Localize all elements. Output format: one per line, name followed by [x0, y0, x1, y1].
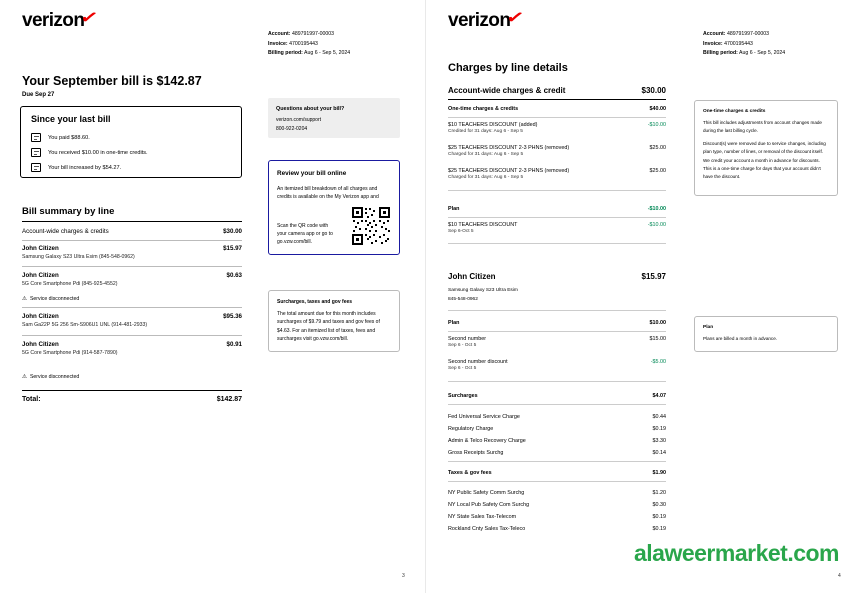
phone-number: 845-548-0962 — [448, 297, 478, 302]
charge-label: $10 TEACHERS DISCOUNT (added) — [448, 122, 538, 128]
account-label: Account: — [268, 31, 291, 37]
invoice-value: 4700195443 — [724, 40, 753, 47]
charge-sub: Charged for 31 days: Aug 6 - Sep 5 — [448, 152, 524, 158]
status-text: Service disconnected — [29, 374, 80, 380]
charge-label: NY Local Pub Safety Com Surchg — [448, 502, 530, 508]
one-time-charges-note — [694, 100, 838, 196]
qr-code-icon[interactable] — [351, 206, 391, 246]
summary-row-sub: Sam Ga22P 5G 256 Sm-S906U1 UNL (914-481-2933) — [22, 321, 148, 328]
table-row — [448, 514, 666, 520]
charge-amount: $0.19 — [652, 526, 666, 532]
note-title: Plan — [703, 325, 714, 330]
warning-icon: ⚠ — [22, 296, 27, 302]
divider — [448, 243, 666, 244]
charge-label: Gross Receipts Surchg — [448, 450, 504, 456]
table-row — [448, 393, 666, 399]
total-amount: $142.87 — [216, 396, 242, 403]
divider — [22, 240, 242, 241]
warning-icon: ⚠ — [22, 374, 27, 380]
account-wide-section-header — [448, 86, 666, 95]
table-row — [448, 438, 666, 444]
list-item — [31, 163, 121, 172]
charge-amount: -$5.00 — [650, 359, 666, 365]
charge-sub: Charged for 31 days: Aug 6 - Sep 5 — [448, 175, 524, 181]
charge-label: One-time charges & credits — [448, 106, 519, 112]
billing-period-label: Billing period: — [703, 50, 738, 57]
summary-row-sub: 5G Core Smartphone Pdi (845-925-4552) — [22, 280, 118, 287]
summary-row-amount: $15.97 — [223, 245, 242, 252]
summary-row-label: John Citizen — [22, 313, 59, 320]
summary-row-label: John Citizen — [22, 245, 59, 252]
surcharges-title: Surcharges, taxes and gov fees — [277, 299, 353, 305]
device-name: Samsung Galaxy S23 Ultra Esim — [448, 288, 518, 293]
table-row — [448, 206, 666, 212]
section-title: Charges by line details — [448, 62, 568, 74]
table-row — [448, 450, 666, 456]
charge-amount: $0.19 — [652, 426, 666, 432]
charge-label: Surcharges — [448, 393, 478, 399]
account-value: 489791997-00003 — [291, 31, 335, 37]
line-amount: $15.97 — [641, 272, 666, 281]
charge-sub: Credited for 31 days: Aug 6 - Sep 5 — [448, 129, 523, 135]
billing-period-value: Aug 6 - Sep 5, 2024 — [304, 50, 351, 57]
total-row — [22, 396, 242, 403]
charge-label: Rockland Cnty Sales Tax-Teleco — [448, 526, 526, 532]
review-bill-body: An itemized bill breakdown of all charges and credits is available on the My Verizon app and — [277, 185, 379, 200]
divider — [448, 331, 666, 332]
surcharges-card — [268, 290, 400, 352]
table-row — [448, 336, 666, 348]
verizon-checkmark-icon: ✓ — [505, 7, 526, 28]
support-url[interactable]: verizon.com/support — [276, 117, 322, 124]
charge-amount: $10.00 — [649, 320, 666, 326]
divider — [448, 99, 666, 100]
table-row — [448, 222, 666, 234]
divider — [22, 266, 242, 267]
page-number-left: 3 — [402, 573, 405, 579]
summary-row-sub: Samsung Galaxy S23 Ultra Esim (845-548-0962) — [22, 253, 135, 260]
billing-period-value: Aug 6 - Sep 5, 2024 — [739, 50, 786, 57]
page-title: Your September bill is $142.87 — [22, 74, 202, 88]
charge-label: Admin & Telco Recovery Charge — [448, 438, 526, 444]
charge-amount: $1.20 — [652, 490, 666, 496]
charge-label: Taxes & gov fees — [448, 470, 492, 476]
verizon-logo — [22, 7, 100, 32]
table-row — [22, 228, 242, 235]
line-section-header — [448, 272, 666, 281]
invoice-label: Invoice: — [703, 40, 723, 47]
divider — [448, 481, 666, 482]
status-text: Service disconnected — [29, 296, 80, 302]
list-item — [31, 133, 90, 142]
bill-page-left — [0, 0, 425, 593]
charge-amount: $25.00 — [649, 145, 666, 151]
note-paragraph: Plans are billed a month in advance. — [703, 336, 778, 342]
account-wide-amount: $30.00 — [641, 86, 666, 95]
list-item-label: You paid $88.60. — [48, 134, 90, 141]
divider — [22, 390, 242, 391]
verizon-wordmark: verizon — [22, 10, 85, 31]
summary-row-amount: $30.00 — [223, 228, 242, 235]
account-wide-label: Account-wide charges & credit — [448, 86, 566, 95]
note-title: One-time charges & credits — [703, 109, 766, 114]
table-row — [448, 426, 666, 432]
divider — [448, 404, 666, 405]
charge-amount: $40.00 — [649, 106, 666, 112]
receipt-icon — [31, 163, 41, 172]
charge-label: $25 TEACHERS DISCOUNT 2-3 PHNS (removed) — [448, 168, 570, 174]
table-row — [448, 320, 666, 326]
receipt-icon — [31, 148, 41, 157]
charge-amount: $25.00 — [649, 168, 666, 174]
list-item-label: Your bill increased by $54.27. — [48, 164, 122, 171]
summary-row-amount: $0.91 — [226, 341, 242, 348]
questions-card — [268, 98, 400, 138]
charge-sub: Sep 6-Oct 5 — [448, 229, 474, 235]
divider — [448, 217, 666, 218]
charge-amount: -$10.00 — [647, 222, 666, 228]
account-value: 489791997-00003 — [726, 31, 770, 37]
summary-row-label: Account-wide charges & credits — [22, 228, 109, 235]
charge-amount: $0.44 — [652, 414, 666, 420]
verizon-logo — [448, 7, 526, 32]
review-bill-title: Review your bill online — [277, 170, 347, 177]
account-label: Account: — [703, 31, 726, 37]
charge-label: NY Public Safety Comm Surchg — [448, 490, 525, 496]
line-owner-name: John Citizen — [448, 272, 496, 281]
billing-period-label: Billing period: — [268, 50, 303, 57]
bill-summary-title: Bill summary by line — [22, 206, 115, 217]
summary-row-amount: $95.36 — [223, 313, 242, 320]
table-row — [448, 122, 666, 134]
divider — [22, 307, 242, 308]
table-row — [448, 470, 666, 476]
charge-amount: $0.14 — [652, 450, 666, 456]
table-row — [22, 341, 242, 356]
questions-title: Questions about your bill? — [276, 106, 345, 112]
charge-sub: Sep 6 - Oct 5 — [448, 343, 477, 349]
charge-amount: $0.30 — [652, 502, 666, 508]
verizon-wordmark: verizon — [448, 10, 511, 31]
surcharges-body: The total amount due for this month includes surcharges of $9.79 and taxes and gov fees of $4.63. For an itemized list of taxes, fees and surcharges visit go.vzw.com/bill. — [277, 310, 380, 342]
table-row — [22, 313, 242, 328]
charge-amount: $0.19 — [652, 514, 666, 520]
due-date: Due Sep 27 — [22, 92, 55, 98]
charge-amount: -$10.00 — [647, 122, 666, 128]
charge-label: NY State Sales Tax-Telecom — [448, 514, 517, 520]
table-row — [448, 359, 666, 371]
charge-label: Fed Universal Service Charge — [448, 414, 520, 420]
line-number — [448, 297, 666, 302]
table-row — [448, 145, 666, 157]
invoice-label: Invoice: — [268, 40, 288, 47]
summary-row-label: John Citizen — [22, 272, 59, 279]
table-row — [448, 526, 666, 532]
charge-label: Second number — [448, 336, 487, 342]
plan-note — [694, 316, 838, 352]
charge-label: Plan — [448, 206, 460, 212]
charge-amount: $1.90 — [652, 470, 666, 476]
summary-row-sub: 5G Core Smartphone Pdi (914-587-7890) — [22, 349, 118, 356]
divider — [448, 461, 666, 462]
scan-instructions: Scan the QR code with your camera app or go to go.vzw.com/bill. — [277, 223, 333, 245]
verizon-checkmark-icon: ✓ — [79, 7, 100, 28]
divider — [22, 221, 242, 222]
table-row — [448, 502, 666, 508]
table-row — [22, 272, 242, 287]
note-paragraph: This bill includes adjustments from account changes made during the last billing cycle. — [703, 120, 822, 134]
summary-row-label: John Citizen — [22, 341, 59, 348]
table-row — [448, 490, 666, 496]
divider — [448, 117, 666, 118]
charge-label: $10 TEACHERS DISCOUNT — [448, 222, 518, 228]
divider — [448, 310, 666, 311]
charge-sub: Sep 6 - Oct 5 — [448, 366, 477, 372]
status-badge — [22, 374, 79, 380]
charge-amount: $3.30 — [652, 438, 666, 444]
note-paragraph: Discount(s) were removed due to service changes, including plan type, number of lines, or removal of the discount itself. We credit your account a month in advance for discounts. This is a one-time charge for days that your account didn't have the discount. — [703, 141, 826, 179]
list-item — [31, 148, 148, 157]
account-meta-right — [703, 30, 785, 59]
summary-row-amount: $0.63 — [226, 272, 242, 279]
review-bill-online-card — [268, 160, 400, 255]
total-label: Total: — [22, 396, 41, 403]
charge-label: Second number discount — [448, 359, 508, 365]
charge-amount: -$10.00 — [647, 206, 666, 212]
since-last-bill-card — [20, 106, 242, 178]
status-badge — [22, 296, 79, 302]
table-row — [22, 245, 242, 260]
invoice-value: 4700195443 — [289, 40, 318, 47]
line-device — [448, 288, 666, 293]
watermark: alaweermarket.com — [633, 540, 839, 566]
divider — [22, 335, 242, 336]
page-number-right: 4 — [838, 573, 841, 579]
charge-amount: $4.07 — [652, 393, 666, 399]
table-row — [448, 168, 666, 180]
divider — [448, 381, 666, 382]
account-meta-left — [268, 30, 350, 59]
table-row — [448, 414, 666, 420]
charge-amount: $15.00 — [649, 336, 666, 342]
charge-label: Plan — [448, 320, 460, 326]
qr-code-svg — [351, 206, 391, 246]
list-item-label: You received $10.00 in one-time credits. — [48, 149, 148, 156]
receipt-icon — [31, 133, 41, 142]
divider — [448, 190, 666, 191]
charge-label: Regulatory Charge — [448, 426, 494, 432]
since-last-bill-title: Since your last bill — [31, 114, 111, 124]
support-phone: 800-922-0204 — [276, 125, 308, 132]
charge-label: $25 TEACHERS DISCOUNT 2-3 PHNS (removed) — [448, 145, 570, 151]
table-row — [448, 106, 666, 112]
